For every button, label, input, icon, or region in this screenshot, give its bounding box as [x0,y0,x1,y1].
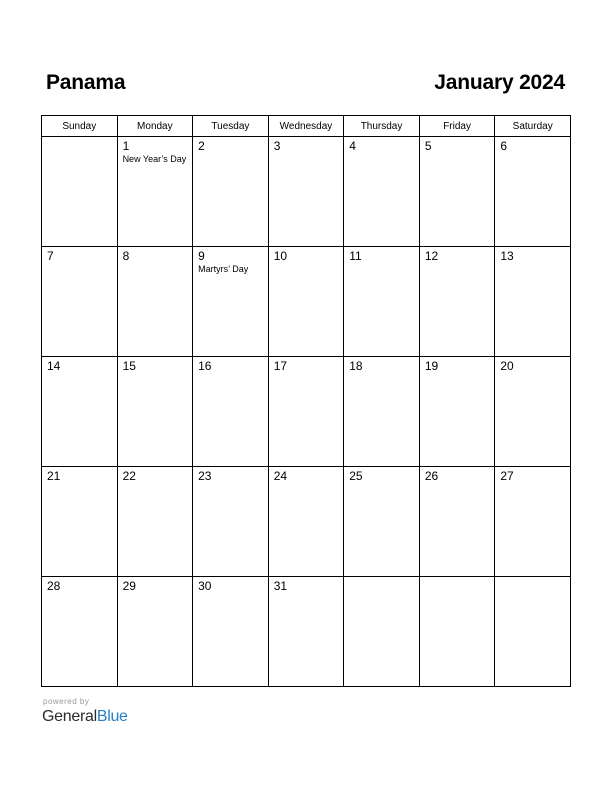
day-number: 14 [47,359,61,373]
weekday-header: Sunday [42,116,118,137]
day-number: 12 [424,249,439,263]
day-number: 17 [273,359,288,373]
day-number: 26 [424,469,439,483]
day-number: 7 [47,249,54,263]
country-title: Panama [46,71,126,94]
day-cell [419,357,495,467]
day-cell [193,467,269,577]
weekday-header: Saturday [495,116,571,137]
day-number: 1 [122,139,130,153]
day-number: 8 [122,249,130,263]
day-cell [117,247,193,357]
calendar-grid [41,115,571,687]
day-cell [42,467,118,577]
day-cell [495,137,571,247]
day-cell [117,137,193,247]
day-cell [344,137,420,247]
day-number [495,577,570,580]
brand-general-text: General [42,708,97,725]
day-cell [268,137,344,247]
day-number: 5 [424,139,432,153]
day-number: 27 [500,469,514,483]
day-number: 20 [500,359,514,373]
day-number: 10 [273,249,288,263]
day-cell [193,247,269,357]
day-number: 22 [122,469,136,483]
day-number: 11 [349,249,362,263]
day-number: 2 [198,139,205,153]
day-cell [117,577,193,687]
weekday-header: Thursday [344,116,420,137]
day-cell [495,467,571,577]
day-cell [268,247,344,357]
day-number: 13 [500,249,514,263]
day-cell [193,137,269,247]
day-number [42,137,117,140]
day-number: 29 [122,579,136,593]
weekday-header: Wednesday [268,116,344,137]
day-number: 28 [47,579,61,593]
day-number: 9 [198,249,205,263]
day-cell [42,357,118,467]
day-cell [419,467,495,577]
day-cell [42,247,118,357]
day-number: 3 [273,139,281,153]
week-row [42,137,571,247]
day-number: 24 [273,469,288,483]
day-cell [344,357,420,467]
day-cell [419,577,495,687]
day-cell [42,137,118,247]
brand-blue-text: Blue [96,708,128,725]
day-cell [193,577,269,687]
day-number [420,577,495,580]
holiday-label: Martyrs’ Day [198,264,249,275]
day-cell [344,247,420,357]
day-cell [495,247,571,357]
day-number: 23 [198,469,212,483]
day-cell [495,577,571,687]
day-number [344,577,419,580]
day-number: 31 [273,579,288,593]
day-number: 4 [349,139,356,153]
weekday-header-row [42,116,571,137]
day-cell [268,357,344,467]
day-number: 25 [349,469,363,483]
day-cell [193,357,269,467]
day-cell [268,467,344,577]
weekday-header: Tuesday [193,116,269,137]
day-number: 21 [47,469,61,483]
month-year-title: January 2024 [434,71,565,94]
week-row [42,357,571,467]
day-number: 18 [349,359,363,373]
week-row [42,247,571,357]
day-number: 15 [122,359,136,373]
day-cell [42,577,118,687]
generalblue-logo[interactable] [42,708,128,726]
day-number: 30 [198,579,212,593]
day-cell [344,577,420,687]
day-cell [419,247,495,357]
day-number: 6 [500,139,508,153]
day-number: 19 [424,359,439,373]
day-cell [268,577,344,687]
day-number: 16 [198,359,212,373]
day-cell [495,357,571,467]
day-cell [117,467,193,577]
powered-by-text: powered by [43,697,90,706]
week-row [42,577,571,687]
day-cell [117,357,193,467]
day-cell [344,467,420,577]
weekday-header: Monday [117,116,193,137]
weekday-header: Friday [419,116,495,137]
day-cell [419,137,495,247]
holiday-label: New Year’s Day [122,154,187,165]
week-row [42,467,571,577]
